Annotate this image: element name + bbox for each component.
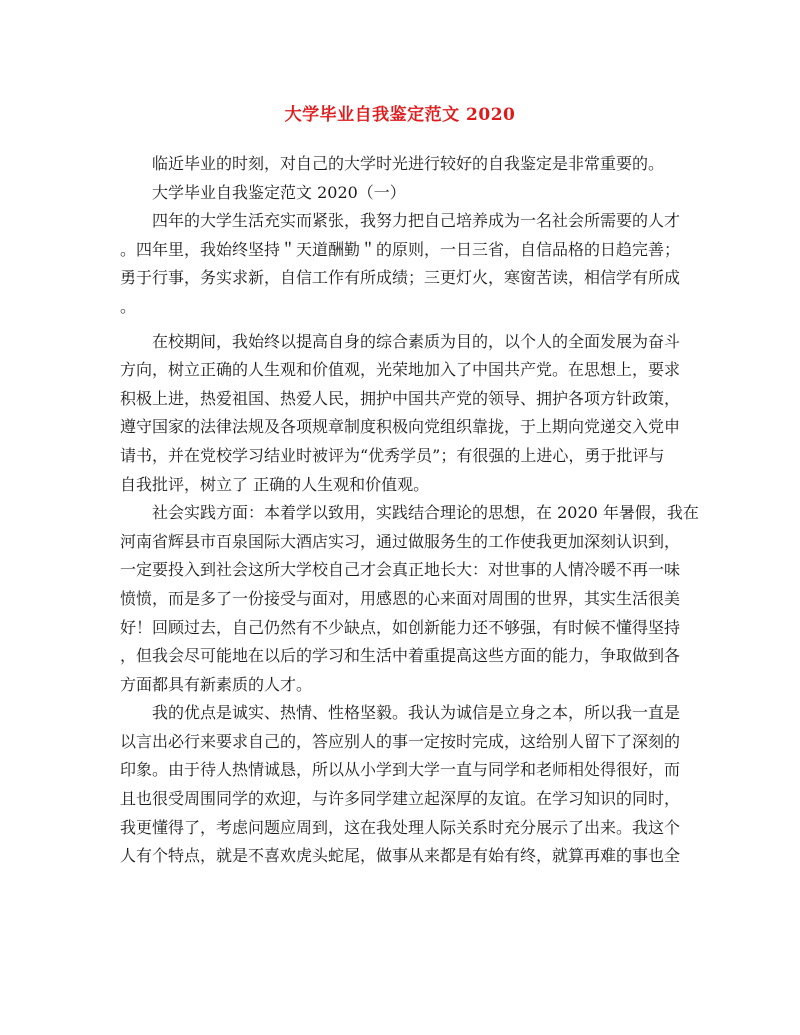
text-line: 大学毕业自我鉴定范文 2020（一） <box>152 182 406 202</box>
text-line: 在校期间，我始终以提高自身的综合素质为目的，以个人的全面发展为奋斗 <box>152 331 681 351</box>
text-line: 临近毕业的时刻，对自己的大学时光进行较好的自我鉴定是非常重要的。 <box>152 154 665 173</box>
text-line: 。 <box>120 296 137 316</box>
text-line: 社会实践方面：本着学以致用，实践结合理论的思想，在 2020 年暑假，我在 <box>152 503 699 523</box>
text-line: 积极上进，热爱祖国、热爱人民，拥护中国共产党的领导、拥护各项方针政策， <box>120 388 681 408</box>
text-line: 四年的大学生活充实而紧张，我努力把自己培养成为一名社会所需要的人才 <box>152 211 681 231</box>
document-title: 大学毕业自我鉴定范文 2020 <box>284 105 516 125</box>
text-line: 且也很受周围同学的欢迎，与许多同学建立起深厚的友谊。在学习知识的同时， <box>120 789 681 809</box>
text-line: 印象。由于待人热情诚恳，所以从小学到大学一直与同学和老师相处得很好，而 <box>120 760 681 780</box>
text-line: 一定要投入到社会这所大学校自己才会真正地长大：对世事的人情冷暖不再一味 <box>120 560 681 580</box>
text-line: 好！回顾过去，自己仍然有不少缺点，如创新能力还不够强，有时候不懂得坚持 <box>120 617 681 637</box>
text-line: 以言出必行来要求自己的，答应别人的事一定按时完成，这给别人留下了深刻的 <box>120 731 681 751</box>
text-line: 方向，树立正确的人生观和价值观，光荣地加入了中国共产党。在思想上，要求 <box>120 360 681 380</box>
text-line: 人有个特点，就是不喜欢虎头蛇尾，做事从来都是有始有终，就算再难的事也全 <box>120 846 681 866</box>
text-line: 方面都具有新素质的人才。 <box>120 674 313 694</box>
text-line: 。四年里，我始终坚持＂天道酬勤＂的原则，一日三省，自信品格的日趋完善； <box>120 239 681 259</box>
text-line: 我的优点是诚实、热情、性格坚毅。我认为诚信是立身之本，所以我一直是 <box>152 703 681 723</box>
text-line: 请书，并在党校学习结业时被评为“优秀学员”；有很强的上进心，勇于批评与 <box>120 445 665 465</box>
text-line: 勇于行事，务实求新，自信工作有所成绩；三更灯火，寒窗苦读，相信学有所成 <box>120 268 681 288</box>
text-line: 我更懂得了，考虑问题应周到，这在我处理人际关系时充分展示了出来。我这个 <box>120 817 681 837</box>
text-line: ，但我会尽可能地在以后的学习和生活中着重提高这些方面的能力，争取做到各 <box>120 646 681 666</box>
text-line: 自我批评，树立了 正确的人生观和价值观。 <box>120 474 430 494</box>
document-body <box>120 150 699 871</box>
text-line: 遵守国家的法律法规及各项规章制度积极向党组织靠拢，于上期向党递交入党申 <box>120 417 681 437</box>
text-line: 愤愤，而是多了一份接受与面对，用感恩的心来面对周围的世界，其实生活很美 <box>120 588 681 608</box>
text-line: 河南省辉县市百泉国际大酒店实习，通过做服务生的工作使我更加深刻认识到， <box>120 531 681 551</box>
